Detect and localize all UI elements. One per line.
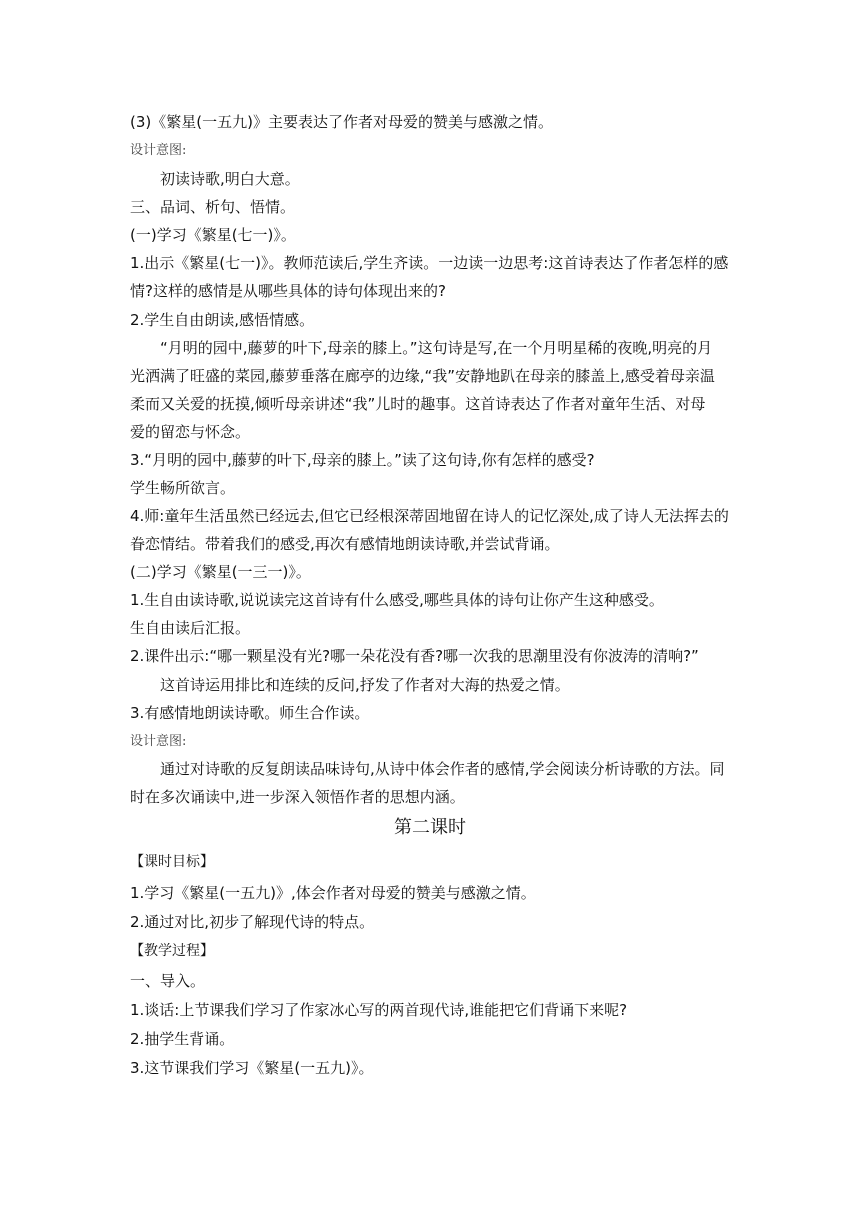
text-line: 3.这节课我们学习《繁星(一五九)》。 xyxy=(130,1059,374,1077)
text-line: 学生畅所欲言。 xyxy=(130,479,236,497)
bracket-heading: 【课时目标】 xyxy=(130,854,214,870)
text-line: 柔而又关爱的抚摸,倾听母亲讲述“我”儿时的趣事。这首诗表达了作者对童年生活、对母 xyxy=(130,395,706,413)
text-line: 初读诗歌,明白大意。 xyxy=(160,170,300,188)
text-line: 2.学生自由朗读,感悟情感。 xyxy=(130,311,315,329)
text-line: 1.生自由读诗歌,说说读完这首诗有什么感受,哪些具体的诗句让你产生这种感受。 xyxy=(130,591,664,609)
text-line: 3.有感情地朗读诗歌。师生合作读。 xyxy=(130,704,370,722)
section-heading: 三、品词、析句、悟情。 xyxy=(130,198,296,216)
text-line: 3.“月明的园中,藤萝的叶下,母亲的膝上。”读了这句诗,你有怎样的感受? xyxy=(130,451,595,469)
text-line: 这首诗运用排比和连续的反问,抒发了作者对大海的热爱之情。 xyxy=(160,676,570,694)
design-intent-label: 设计意图: xyxy=(130,734,187,749)
text-line: 光洒满了旺盛的菜园,藤萝垂落在廊亭的边缘,“我”安静地趴在母亲的膝盖上,感受着母亲温 xyxy=(130,367,715,385)
section-heading: 一、导入。 xyxy=(130,972,206,990)
text-line: 1.学习《繁星(一五九)》,体会作者对母爱的赞美与感激之情。 xyxy=(130,884,536,902)
design-intent-label: 设计意图: xyxy=(130,143,187,158)
subsection-heading: (二)学习《繁星(一三一)》。 xyxy=(130,563,311,581)
subsection-heading: (一)学习《繁星(七一)》。 xyxy=(130,226,296,244)
text-line: 2.抽学生背诵。 xyxy=(130,1030,235,1048)
text-line: 眷恋情结。带着我们的感受,再次有感情地朗读诗歌,并尝试背诵。 xyxy=(130,535,560,553)
lesson-heading: 第二课时 xyxy=(394,817,466,838)
text-line: (3)《繁星(一五九)》主要表达了作者对母爱的赞美与感激之情。 xyxy=(130,113,553,131)
bracket-heading: 【教学过程】 xyxy=(130,943,214,959)
text-line: 2.通过对比,初步了解现代诗的特点。 xyxy=(130,913,375,931)
text-line: “月明的园中,藤萝的叶下,母亲的膝上。”这句诗是写,在一个月明星稀的夜晚,明亮的月 xyxy=(160,339,713,357)
text-line: 1.谈话:上节课我们学习了作家冰心写的两首现代诗,谁能把它们背诵下来呢? xyxy=(130,1001,628,1019)
text-line: 2.课件出示:“哪一颗星没有光?哪一朵花没有香?哪一次我的思潮里没有你波涛的清响?” xyxy=(130,647,699,665)
text-line: 生自由读后汇报。 xyxy=(130,619,251,637)
text-line: 通过对诗歌的反复朗读品味诗句,从诗中体会作者的感情,学会阅读分析诗歌的方法。同 xyxy=(160,760,725,778)
text-line: 时在多次诵读中,进一步深入领悟作者的思想内涵。 xyxy=(130,788,465,806)
text-line: 4.师:童年生活虽然已经远去,但它已经根深蒂固地留在诗人的记忆深处,成了诗人无法挥去的 xyxy=(130,507,729,525)
text-line: 1.出示《繁星(七一)》。教师范读后,学生齐读。一边读一边思考:这首诗表达了作者怎样的感 xyxy=(130,254,729,272)
text-line: 爱的留恋与怀念。 xyxy=(130,423,251,441)
text-line: 情?这样的感情是从哪些具体的诗句体现出来的? xyxy=(130,282,446,300)
